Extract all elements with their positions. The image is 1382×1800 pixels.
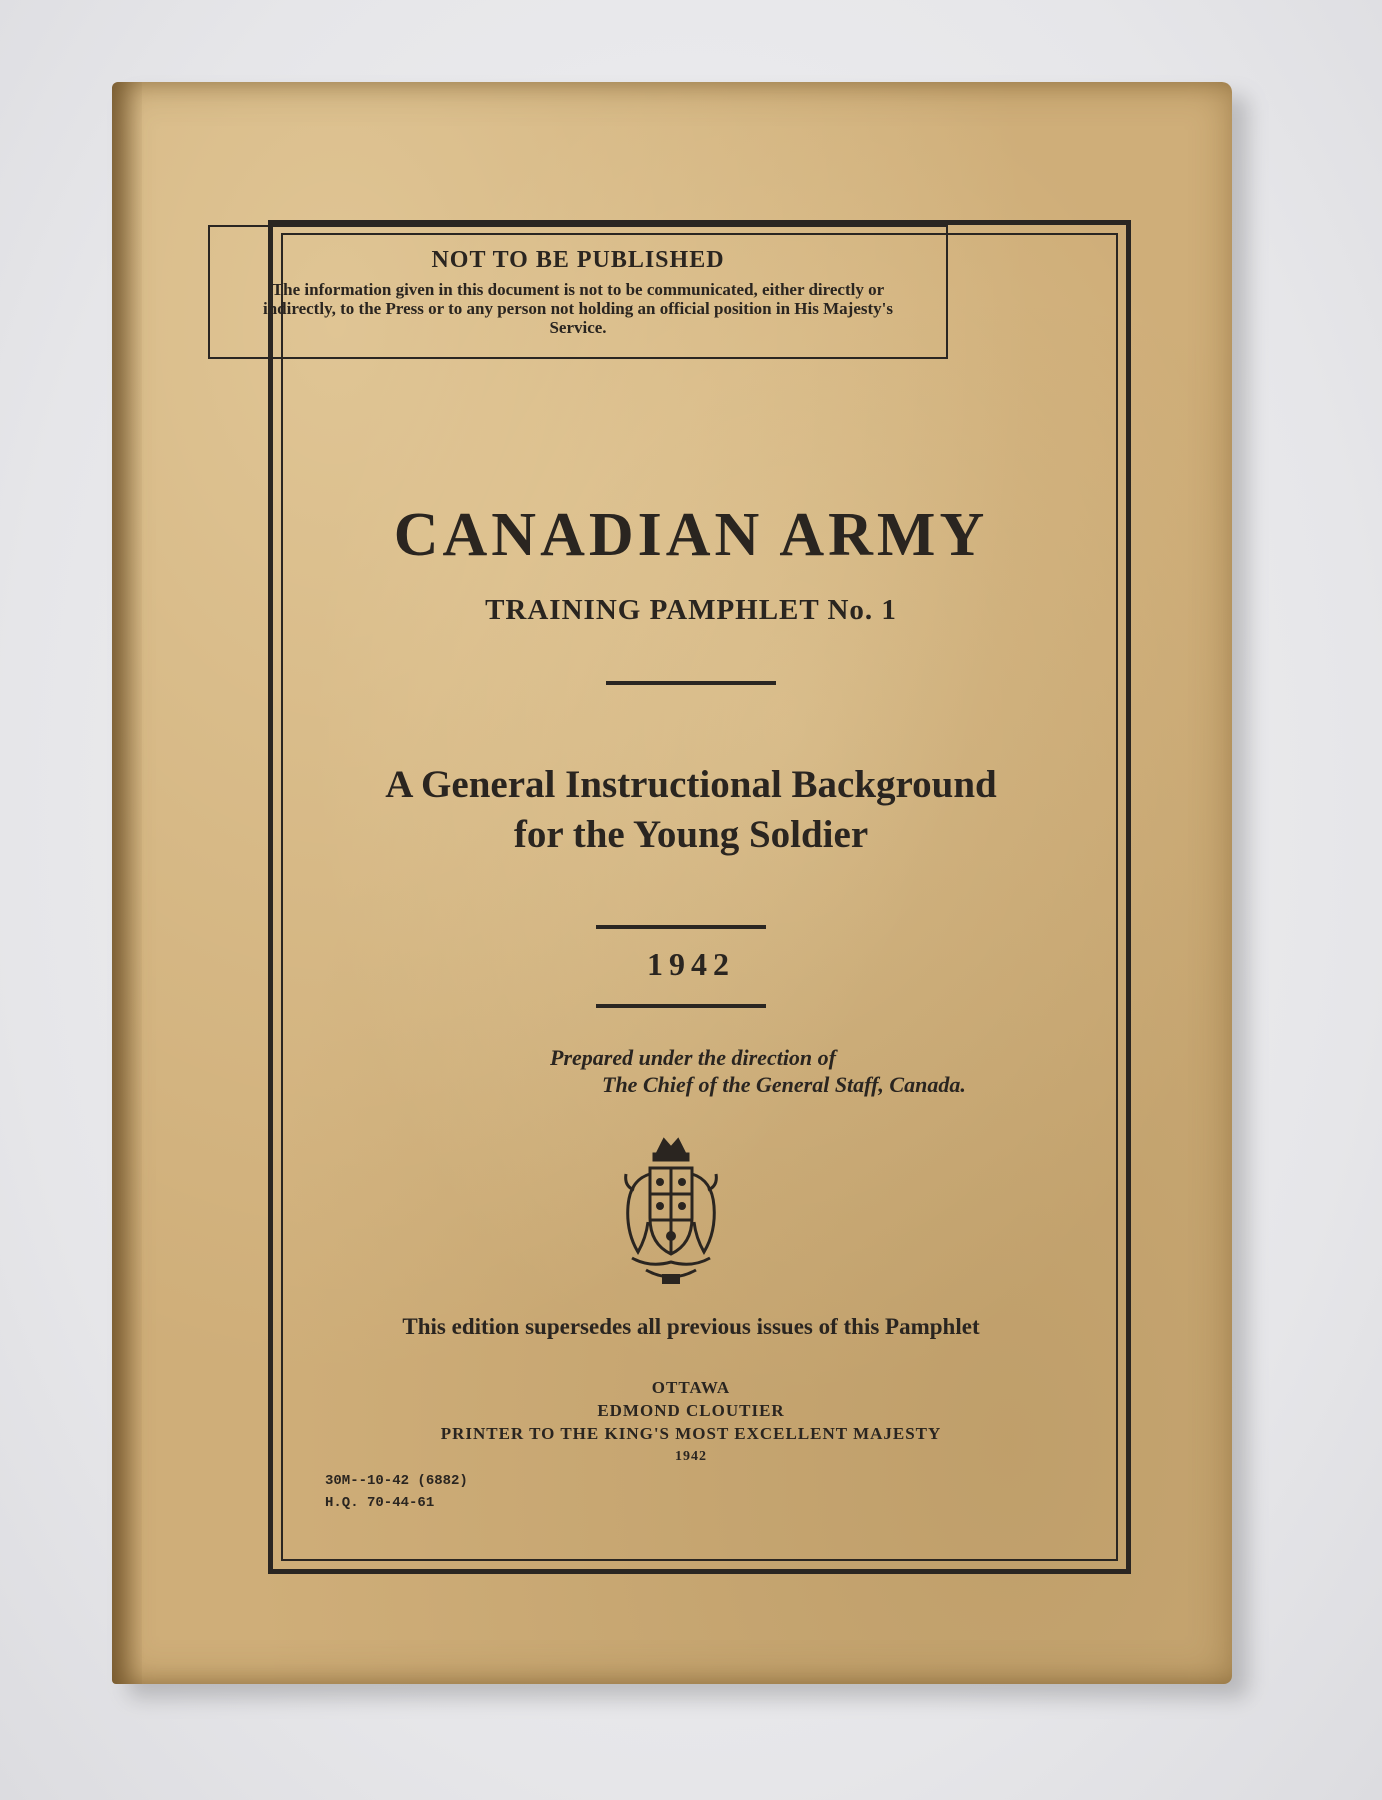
print-code-1: 30M--10-42 (6882) bbox=[325, 1473, 468, 1489]
cover-border-inner bbox=[281, 233, 1118, 1561]
notice-body: The information given in this document is not to be communicated, either directly or indirectly, to the Press or to any person not holding an official position in His Majesty's Service. bbox=[263, 280, 893, 337]
headline-line-1: A General Instructional Background bbox=[385, 763, 997, 806]
print-codes bbox=[325, 1470, 468, 1514]
divider-rule bbox=[606, 681, 776, 685]
main-title: CANADIAN ARMY bbox=[393, 501, 989, 569]
supersedes-note: This edition supersedes all previous issues of this Pamphlet bbox=[402, 1314, 980, 1339]
year: 1942 bbox=[647, 946, 735, 982]
printer-city: OTTAWA bbox=[651, 1378, 731, 1397]
printer-title: PRINTER TO THE KING'S MOST EXCELLENT MAJESTY bbox=[440, 1424, 942, 1443]
prepared-line-2: The Chief of the General Staff, Canada. bbox=[602, 1072, 966, 1097]
printer-block bbox=[0, 1376, 1382, 1468]
print-code-2: H.Q. 70-44-61 bbox=[325, 1495, 435, 1511]
prepared-by bbox=[550, 1044, 1090, 1098]
notice-box bbox=[208, 225, 948, 359]
subtitle: TRAINING PAMPHLET No. 1 bbox=[485, 594, 897, 626]
cover-border-outer bbox=[268, 220, 1131, 1574]
divider-rule bbox=[596, 925, 766, 929]
headline bbox=[0, 760, 1382, 860]
headline-line-2: for the Young Soldier bbox=[513, 813, 869, 856]
notice-title: NOT TO BE PUBLISHED bbox=[431, 247, 725, 273]
divider-rule bbox=[596, 1004, 766, 1008]
printer-year: 1942 bbox=[675, 1449, 707, 1464]
prepared-line-1: Prepared under the direction of bbox=[550, 1045, 836, 1070]
coat-of-arms-icon bbox=[620, 1134, 722, 1290]
printer-name: EDMOND CLOUTIER bbox=[597, 1401, 785, 1420]
